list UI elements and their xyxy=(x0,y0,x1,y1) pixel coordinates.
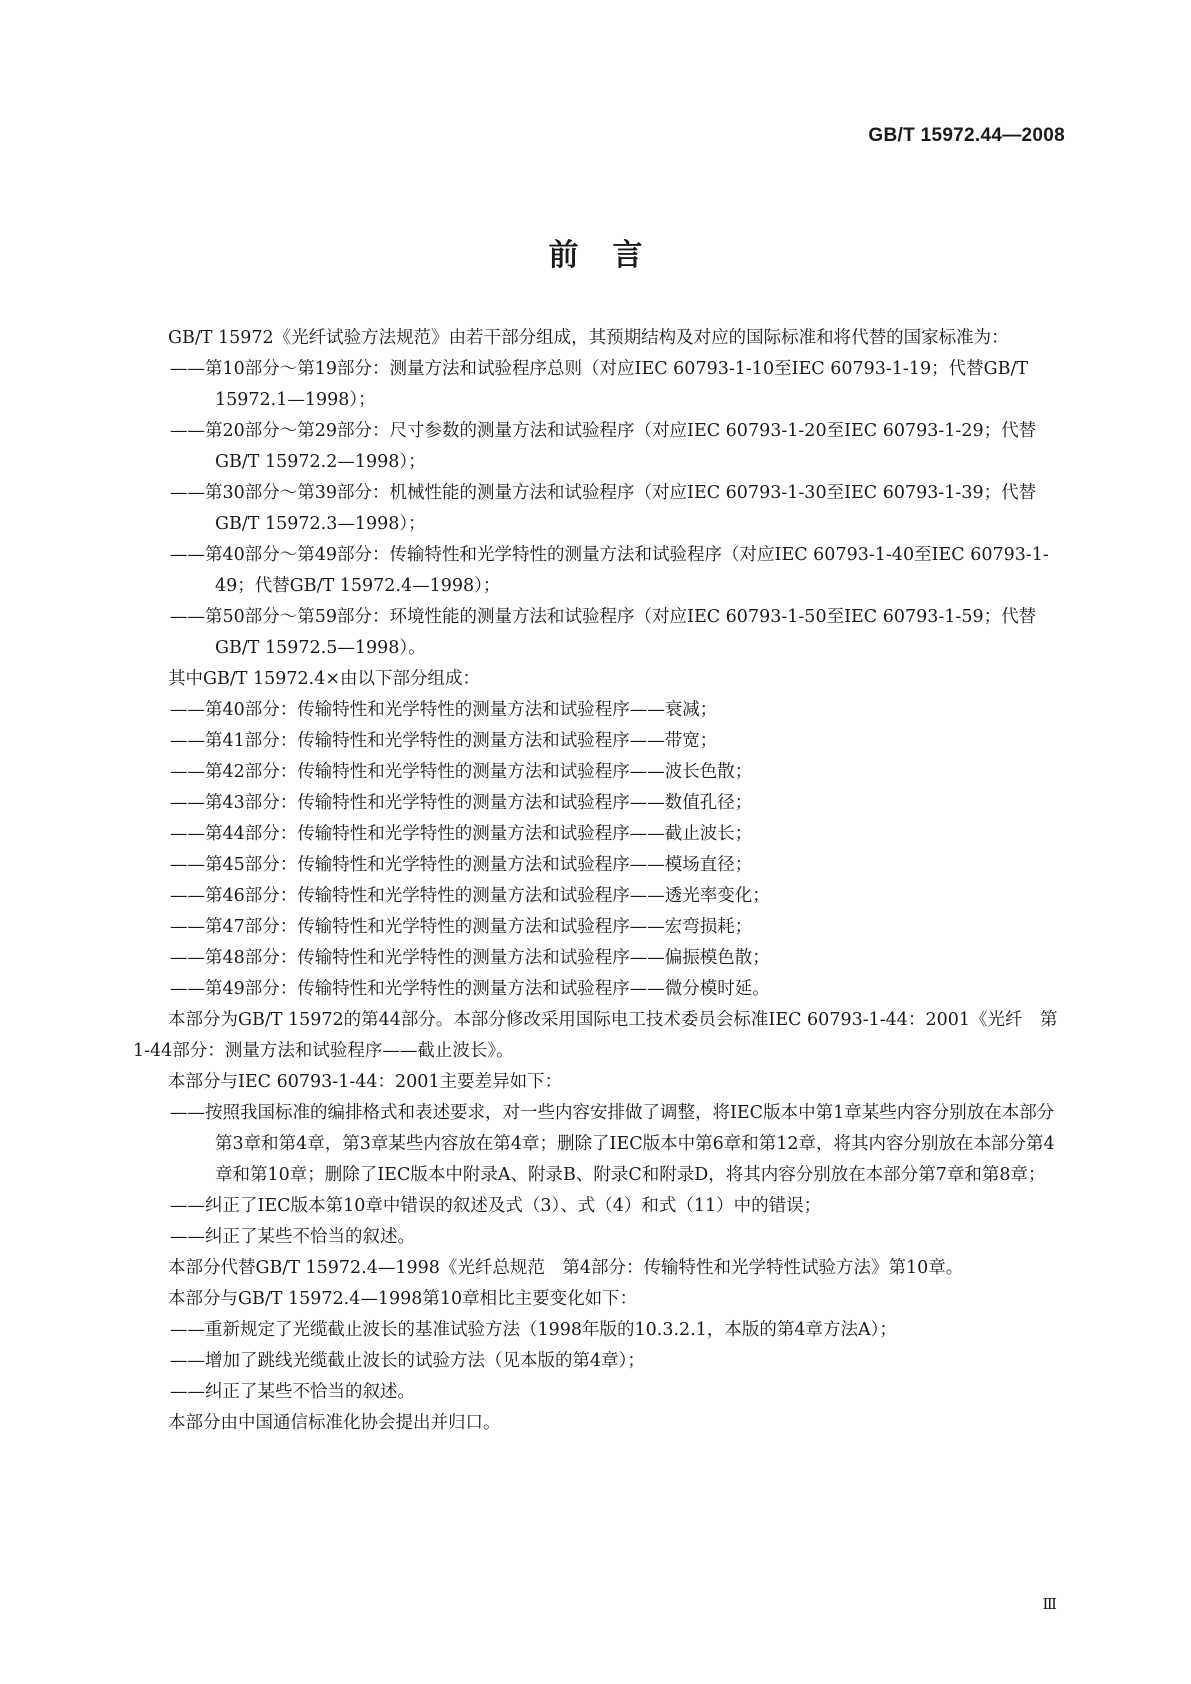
paragraph: 本部分由中国通信标准化协会提出并归口。 xyxy=(168,1413,501,1433)
standard-number: GB/T 15972.44—2008 xyxy=(868,125,1065,146)
list-item: ——第20部分～第29部分：尺寸参数的测量方法和试验程序（对应IEC 60793-1-20至IEC 60793-1-29；代替GB/T 15972.2—1998）； xyxy=(170,421,1037,472)
list-item: ——纠正了某些不恰当的叙述。 xyxy=(170,1382,415,1402)
list-item: ——第40部分～第49部分：传输特性和光学特性的测量方法和试验程序（对应IEC 60793-1-40至IEC 60793-1-49；代替GB/T 15972.4—1998）； xyxy=(170,545,1049,596)
paragraph: 本部分与IEC 60793-1-44：2001主要差异如下： xyxy=(168,1072,563,1092)
list-item: ——第44部分：传输特性和光学特性的测量方法和试验程序——截止波长； xyxy=(170,824,753,844)
list-item: ——第50部分～第59部分：环境性能的测量方法和试验程序（对应IEC 60793-1-50至IEC 60793-1-59；代替GB/T 15972.5—1998）。 xyxy=(170,607,1037,658)
page-number: Ⅲ xyxy=(1042,1595,1057,1613)
paragraph: 本部分代替GB/T 15972.4—1998《光纤总规范 第4部分：传输特性和光学特性试验方法》第10章。 xyxy=(168,1258,964,1278)
paragraph: 本部分为GB/T 15972的第44部分。本部分修改采用国际电工技术委员会标准IEC 60793-1-44：2001《光纤 第1-44部分：测量方法和试验程序——截止波长》。 xyxy=(133,1010,1058,1061)
list-item: ——第46部分：传输特性和光学特性的测量方法和试验程序——透光率变化； xyxy=(170,886,770,906)
list-item: ——按照我国标准的编排格式和表述要求，对一些内容安排做了调整，将IEC版本中第1章某些内容分别放在本部分第3章和第4章，第3章某些内容放在第4章；删除了IEC版本中第6章和第12章，将其内容分别放在本部分第4章和第10章；删除了IEC版本中附录A、附录B、附录C和附录D，将其内容分别放在本部分第7章和第8章； xyxy=(170,1103,1055,1185)
list-item: ——纠正了某些不恰当的叙述。 xyxy=(170,1227,415,1247)
list-item: ——重新规定了光缆截止波长的基准试验方法（1998年版的10.3.2.1，本版的第4章方法A）； xyxy=(170,1320,897,1340)
page-title: 前言 xyxy=(548,238,677,273)
list-item: ——第42部分：传输特性和光学特性的测量方法和试验程序——波长色散； xyxy=(170,762,753,782)
list-item: ——第43部分：传输特性和光学特性的测量方法和试验程序——数值孔径； xyxy=(170,793,753,813)
paragraph: 其中GB/T 15972.4×由以下部分组成： xyxy=(168,669,480,689)
list-item: ——第30部分～第39部分：机械性能的测量方法和试验程序（对应IEC 60793-1-30至IEC 60793-1-39；代替GB/T 15972.3—1998）； xyxy=(170,483,1037,534)
list-item: ——纠正了IEC版本第10章中错误的叙述及式（3）、式（4）和式（11）中的错误； xyxy=(170,1196,822,1216)
list-item: ——第40部分：传输特性和光学特性的测量方法和试验程序——衰减； xyxy=(170,700,718,720)
list-item: ——第45部分：传输特性和光学特性的测量方法和试验程序——模场直径； xyxy=(170,855,753,875)
list-item: ——第10部分～第19部分：测量方法和试验程序总则（对应IEC 60793-1-10至IEC 60793-1-19；代替GB/T 15972.1—1998）； xyxy=(170,359,1029,410)
list-item: ——第47部分：传输特性和光学特性的测量方法和试验程序——宏弯损耗； xyxy=(170,917,753,937)
list-item: ——第49部分：传输特性和光学特性的测量方法和试验程序——微分模时延。 xyxy=(170,979,770,999)
paragraph: 本部分与GB/T 15972.4—1998第10章相比主要变化如下： xyxy=(168,1289,638,1309)
list-item: ——第41部分：传输特性和光学特性的测量方法和试验程序——带宽； xyxy=(170,731,718,751)
list-item: ——第48部分：传输特性和光学特性的测量方法和试验程序——偏振模色散； xyxy=(170,948,770,968)
list-item: ——增加了跳线光缆截止波长的试验方法（见本版的第4章）； xyxy=(170,1351,645,1371)
foreword-body xyxy=(133,323,1058,1439)
paragraph: GB/T 15972《光纤试验方法规范》由若干部分组成，其预期结构及对应的国际标准和将代替的国家标准为： xyxy=(168,328,1009,348)
